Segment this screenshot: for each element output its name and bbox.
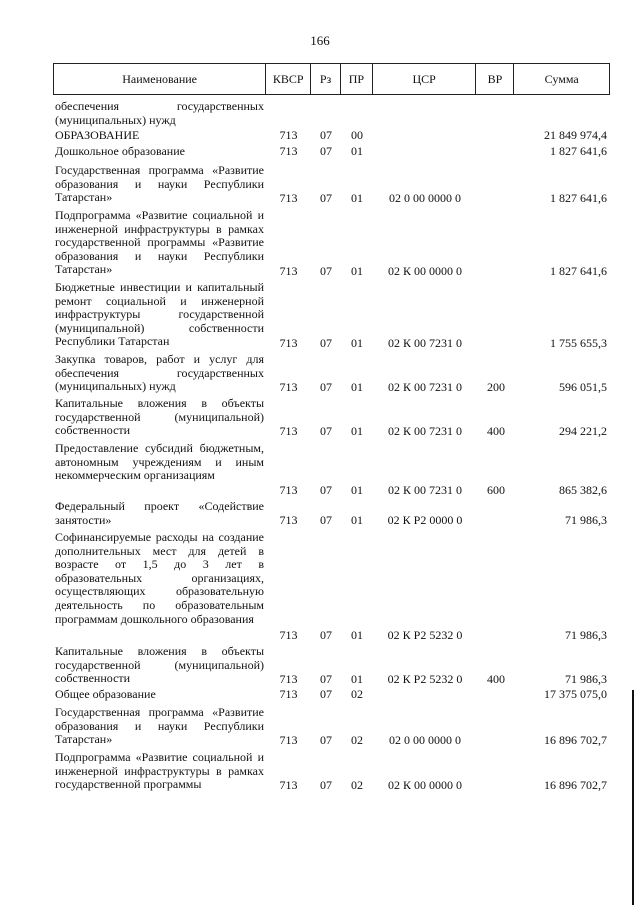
row-sum: 294 221,2 xyxy=(559,424,607,438)
row-csr: 02 К 00 7231 0 xyxy=(387,483,462,497)
row-name: Закупка товаров, работ и услуг для обеспечения государственных (муниципальных) нужд xyxy=(55,352,264,394)
table-row xyxy=(53,751,610,793)
table-row xyxy=(53,706,610,748)
row-csr: 02 К Р2 0000 0 xyxy=(387,513,463,527)
row-rz: 07 xyxy=(320,483,332,497)
row-name: Государственная программа «Развитие образования и науки Республики Татарстан» xyxy=(55,163,264,205)
row-kvsr: 713 xyxy=(279,336,298,350)
row-sum: 1 827 641,6 xyxy=(550,191,607,205)
row-kvsr: 713 xyxy=(279,483,298,497)
row-kvsr: 713 xyxy=(279,380,298,394)
table-row xyxy=(53,353,610,395)
row-pr: 01 xyxy=(351,483,363,497)
row-pr: 02 xyxy=(351,778,363,792)
row-sum: 1 827 641,6 xyxy=(550,264,607,278)
row-pr: 01 xyxy=(351,380,363,394)
header-sum: Сумма xyxy=(544,71,579,86)
row-csr: 02 К Р2 5232 0 xyxy=(387,628,463,642)
row-name: Капитальные вложения в объекты государственной (муниципальной) собственности xyxy=(55,644,264,686)
row-name: Бюджетные инвестиции и капитальный ремонт социальной и инженерной инфраструктуры государственной (муниципальной) собственности Республики Татарстан xyxy=(55,280,264,349)
row-pr: 01 xyxy=(351,191,363,205)
row-rz: 07 xyxy=(320,672,332,686)
table-row xyxy=(53,100,610,128)
row-sum: 596 051,5 xyxy=(559,380,607,394)
header-rz: Рз xyxy=(311,64,341,94)
table-row xyxy=(53,209,610,279)
row-name: Федеральный проект «Содействие занятости» xyxy=(55,499,264,527)
row-csr: 02 К 00 7231 0 xyxy=(387,380,462,394)
row-sum: 865 382,6 xyxy=(559,483,607,497)
page-number: 166 xyxy=(310,33,330,48)
row-vr: 400 xyxy=(487,424,505,438)
row-vr: 600 xyxy=(487,483,505,497)
row-rz: 07 xyxy=(320,628,332,642)
row-name: Подпрограмма «Развитие социальной и инженерной инфраструктуры в рамках государственной программы «Развитие образования и науки Республики Татарстан» xyxy=(55,208,264,277)
row-sum: 17 375 075,0 xyxy=(544,687,607,701)
row-kvsr: 713 xyxy=(279,264,298,278)
row-vr: 400 xyxy=(487,672,505,686)
row-sum: 1 827 641,6 xyxy=(550,144,607,158)
row-sum: 21 849 974,4 xyxy=(544,128,607,142)
row-sum: 16 896 702,7 xyxy=(544,733,607,747)
table-row xyxy=(53,164,610,206)
row-kvsr: 713 xyxy=(279,191,298,205)
row-sum: 71 986,3 xyxy=(565,628,607,642)
row-pr: 01 xyxy=(351,628,363,642)
row-rz: 07 xyxy=(320,424,332,438)
row-name: Общее образование xyxy=(55,687,156,701)
table-row xyxy=(53,281,610,351)
row-rz: 07 xyxy=(320,336,332,350)
row-pr: 01 xyxy=(351,264,363,278)
row-vr: 200 xyxy=(487,380,505,394)
row-rz: 07 xyxy=(320,264,332,278)
row-name: Дошкольное образование xyxy=(55,144,185,158)
row-csr: 02 К Р2 5232 0 xyxy=(387,672,463,686)
header-name: Наименование xyxy=(54,64,266,94)
header-kvsr: КВСР xyxy=(266,64,311,94)
row-kvsr: 713 xyxy=(279,733,298,747)
row-csr: 02 К 00 7231 0 xyxy=(387,424,462,438)
row-kvsr: 713 xyxy=(279,672,298,686)
row-kvsr: 713 xyxy=(279,778,298,792)
row-name: ОБРАЗОВАНИЕ xyxy=(55,128,140,142)
row-kvsr: 713 xyxy=(279,144,298,158)
row-sum: 71 986,3 xyxy=(565,672,607,686)
row-name: Софинансируемые расходы на создание дополнительных мест для детей в возрасте от 1,5 до 3 лет в образовательных организациях, осуществляющих образовательную деятельность по образовательным программам дошкольного образования xyxy=(55,530,264,626)
row-name: Подпрограмма «Развитие социальной и инженерной инфраструктуры в рамках государственной программы xyxy=(55,750,264,792)
row-rz: 07 xyxy=(320,513,332,527)
header-pr: ПР xyxy=(341,64,373,94)
row-rz: 07 xyxy=(320,191,332,205)
table-row xyxy=(53,645,610,687)
table-row xyxy=(53,442,610,498)
row-pr: 01 xyxy=(351,424,363,438)
table-row xyxy=(53,397,610,439)
row-csr: 02 К 00 0000 0 xyxy=(387,264,462,278)
table-header xyxy=(53,63,610,95)
row-rz: 07 xyxy=(320,778,332,792)
row-name: Капитальные вложения в объекты государственной (муниципальной) собственности xyxy=(55,396,264,438)
row-name: Государственная программа «Развитие образования и науки Республики Татарстан» xyxy=(55,705,264,747)
row-csr: 02 К 00 0000 0 xyxy=(387,778,462,792)
table-row xyxy=(53,688,610,702)
row-rz: 07 xyxy=(320,380,332,394)
row-pr: 01 xyxy=(351,336,363,350)
scan-margin-line xyxy=(632,690,634,905)
row-sum: 71 986,3 xyxy=(565,513,607,527)
row-rz: 07 xyxy=(320,144,332,158)
row-pr: 00 xyxy=(351,128,363,142)
row-pr: 01 xyxy=(351,672,363,686)
row-pr: 01 xyxy=(351,144,363,158)
row-name: обеспечения государственных (муниципальных) нужд xyxy=(55,99,264,127)
row-rz: 07 xyxy=(320,128,332,142)
row-csr: 02 0 00 0000 0 xyxy=(389,733,461,747)
row-rz: 07 xyxy=(320,733,332,747)
row-rz: 07 xyxy=(320,687,332,701)
table-row xyxy=(53,531,610,643)
row-csr: 02 0 00 0000 0 xyxy=(389,191,461,205)
row-kvsr: 713 xyxy=(279,628,298,642)
row-kvsr: 713 xyxy=(279,128,298,142)
table-row xyxy=(53,500,610,528)
row-pr: 02 xyxy=(351,687,363,701)
table-row xyxy=(53,129,610,143)
row-kvsr: 713 xyxy=(279,424,298,438)
header-csr: ЦСР xyxy=(373,64,477,94)
row-pr: 01 xyxy=(351,513,363,527)
table-row xyxy=(53,145,610,159)
row-sum: 16 896 702,7 xyxy=(544,778,607,792)
row-pr: 02 xyxy=(351,733,363,747)
header-vr: ВР xyxy=(476,64,514,94)
row-csr: 02 К 00 7231 0 xyxy=(387,336,462,350)
row-kvsr: 713 xyxy=(279,687,298,701)
row-kvsr: 713 xyxy=(279,513,298,527)
row-sum: 1 755 655,3 xyxy=(550,336,607,350)
row-name: Предоставление субсидий бюджетным, автономным учреждениям и иным некоммерческим организациям xyxy=(55,441,264,483)
